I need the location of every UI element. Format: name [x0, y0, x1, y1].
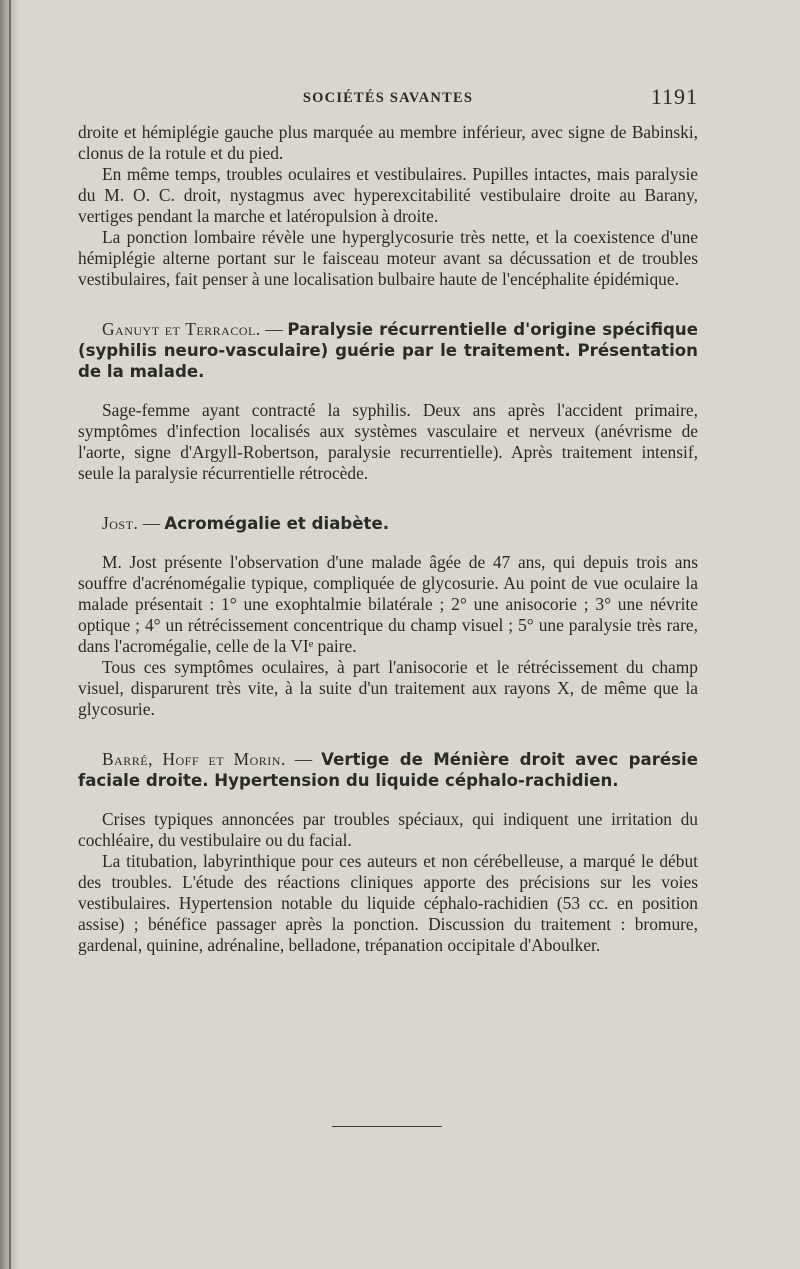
paragraph: Sage-femme ayant contracté la syphilis. Deux ans après l'accident primaire, symptômes d'infection localisés aux systèmes vasculaire et nerveux (anévrisme de l'aorte, signe d'Argyll-Robertson, paralysie recurrentielle). Après traitement intensif, seule la paralysie récurrentielle rétrocède.: [78, 400, 698, 483]
entry-authors: Ganuyt et Terracol.: [102, 319, 261, 339]
entry-authors: Jost.: [102, 513, 139, 533]
entry-title: Acromégalie et diabète.: [164, 514, 390, 533]
paragraph: M. Jost présente l'observation d'une malade âgée de 47 ans, qui depuis trois ans souffre d'acrénomégalie typique, compliquée de glycosurie. Au point de vue oculaire la malade présentait : 1° une exophtalmie bilatérale ; 2° une anisocorie ; 3° une névrite optique ; 4° un rétrécissement concentrique du champ visuel ; 5° une paralysie très rare, dans l'acromégalie, celle de la VIᵉ paire.: [78, 552, 698, 656]
page-number: 1191: [650, 84, 698, 109]
entry-dash: —: [285, 749, 322, 769]
paragraph: Crises typiques annoncées par troubles spéciaux, qui indiquent une irritation du cochléaire, du vestibulaire ou du facial.: [78, 809, 698, 850]
communication-entry: [78, 749, 698, 956]
paragraph-continuation: droite et hémiplégie gauche plus marquée au membre inférieur, avec signe de Babinski, clonus de la rotule et du pied.: [78, 122, 698, 163]
communication-entry: [78, 513, 698, 720]
entry-dash: —: [138, 513, 165, 533]
entry-authors: Barré, Hoff et Morin.: [102, 749, 286, 769]
entry-heading: [78, 319, 698, 382]
running-title: SOCIÉTÉS SAVANTES: [302, 90, 474, 106]
entry-title: Paralysie récurrentielle d'origine spécifique (syphilis neuro-vasculaire) guérie par le traitement. Présentation de la malade.: [78, 320, 698, 381]
page-body: [78, 84, 698, 956]
entry-title: Vertige de Ménière droit avec parésie faciale droite. Hypertension du liquide céphalo-rachidien.: [78, 750, 698, 790]
paragraph: Tous ces symptômes oculaires, à part l'anisocorie et le rétrécissement du champ visuel, disparurent très vite, à la suite d'un traitement aux rayons X, de même que la glycosurie.: [78, 657, 698, 719]
running-head: [78, 84, 698, 114]
section-end-rule: [332, 1126, 442, 1127]
entry-heading: [78, 513, 698, 534]
entry-heading: [78, 749, 698, 791]
gutter-line: [9, 0, 11, 1269]
communication-entry: [78, 319, 698, 484]
paragraph: En même temps, troubles oculaires et vestibulaires. Pupilles intactes, mais paralysie du M. O. C. droit, nystagmus avec hyperexcitabilité vestibulaire droite au Barany, vertiges pendant la marche et latéropulsion à droite.: [78, 164, 698, 226]
paragraph: La titubation, labyrinthique pour ces auteurs et non cérébelleuse, a marqué le début des troubles. L'étude des réactions cliniques apporte des précisions sur les voies vestibulaires. Hypertension notable du liquide céphalo-rachidien (53 cc. en position assise) ; bénéfice passager après la ponction. Discussion du traitement : bromure, gardenal, quinine, adrénaline, belladone, trépanation occipitale d'Aboulker.: [78, 851, 698, 955]
entry-dash: —: [260, 319, 288, 339]
paragraph: La ponction lombaire révèle une hyperglycosurie très nette, et la coexistence d'une hémiplégie alterne portant sur le faisceau moteur avant sa décussation et de troubles vestibulaires, fait penser à une localisation bulbaire haute de l'encéphalite épidémique.: [78, 227, 698, 289]
